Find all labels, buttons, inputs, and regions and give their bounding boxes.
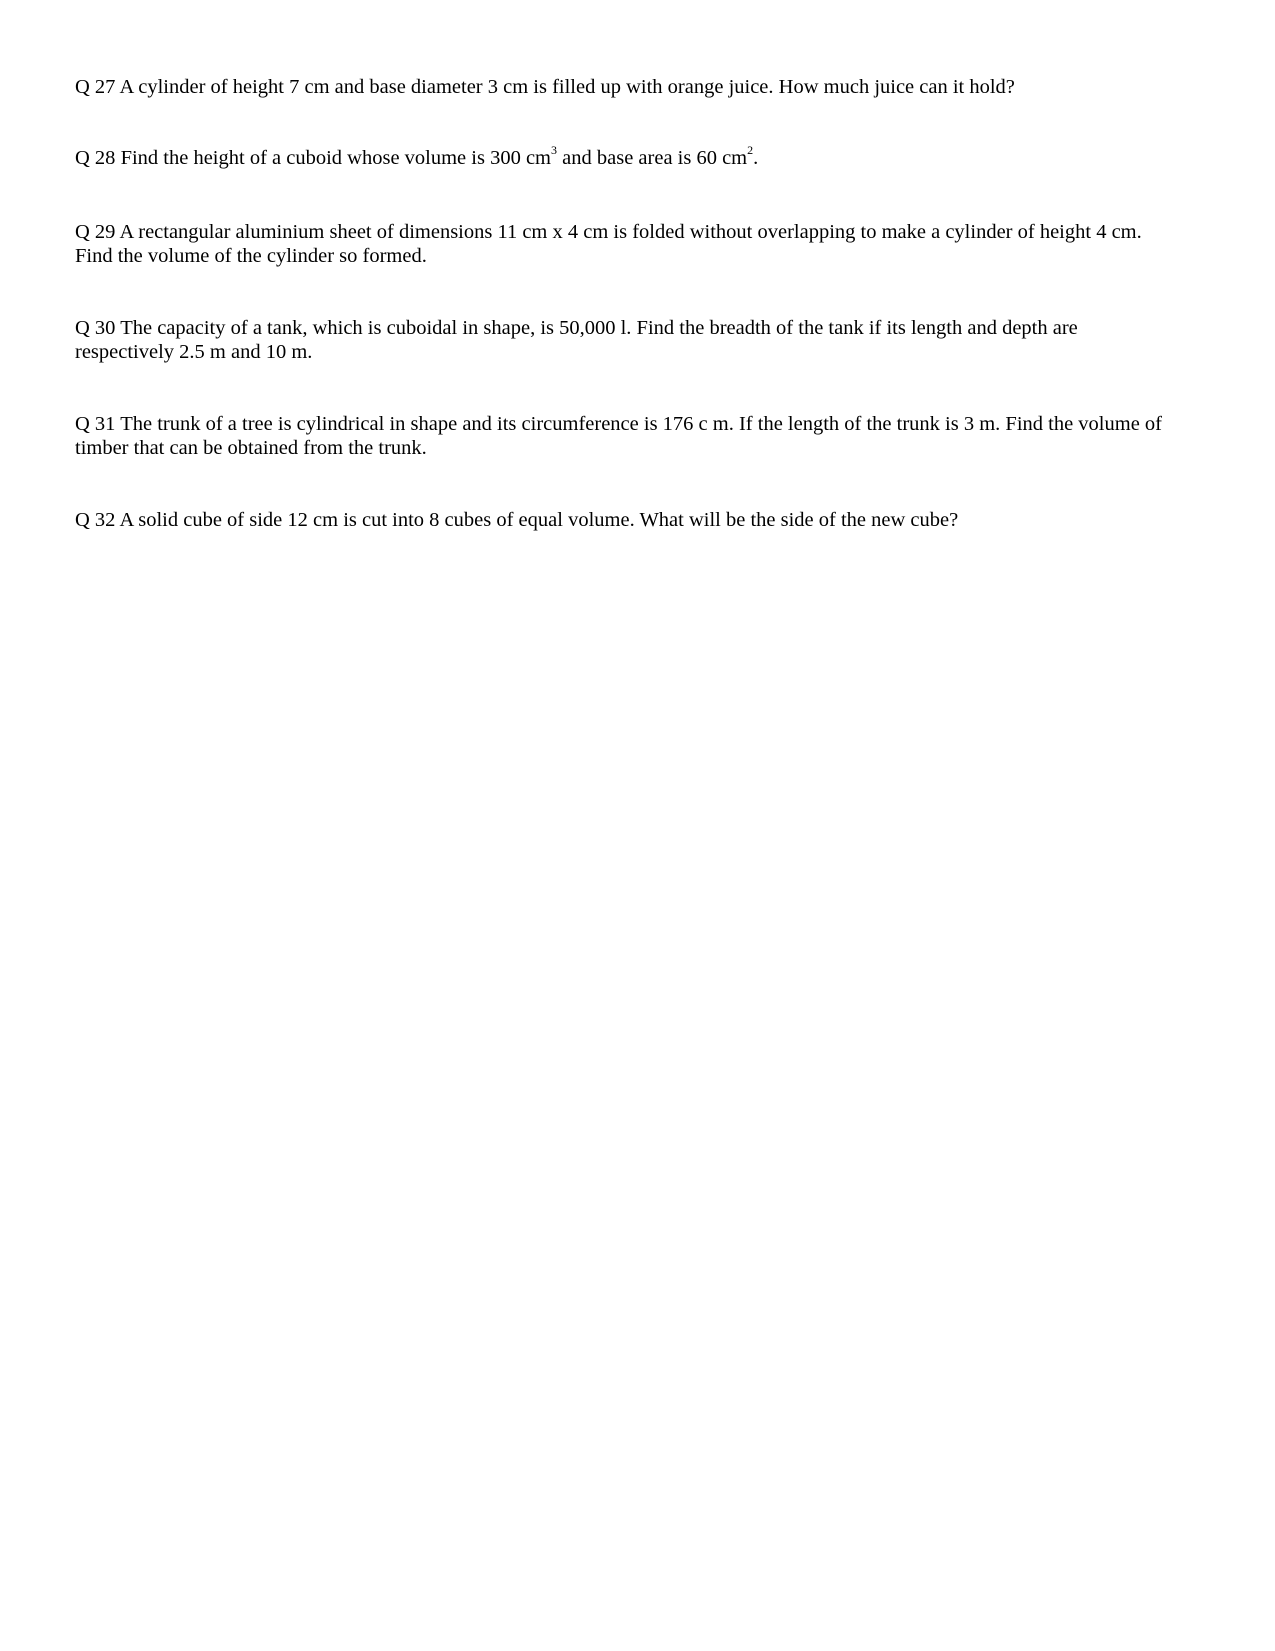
question-text-line-2: respectively 2.5 m and 10 m. <box>75 341 313 363</box>
question-text-part-a: Find the height of a cuboid whose volume is 300 cm <box>120 147 552 169</box>
question-31 <box>75 412 1205 460</box>
question-text-part-c: . <box>753 147 759 169</box>
question-text: A solid cube of side 12 cm is cut into 8 cubes of equal volume. What will be the side of the new cube? <box>119 509 959 531</box>
superscript-cubed: 3 <box>551 143 558 158</box>
question-text-line-1: The trunk of a tree is cylindrical in shape and its circumference is 176 c m. If the length of the trunk is 3 m. Find the volume of <box>120 413 1162 435</box>
superscript-squared: 2 <box>747 143 754 158</box>
question-number: Q 27 <box>75 76 116 98</box>
question-text-line-2: timber that can be obtained from the trunk. <box>75 437 427 459</box>
question-28 <box>75 143 1205 170</box>
question-32 <box>75 508 1205 532</box>
question-number: Q 30 <box>75 317 116 339</box>
question-text-line-2: Find the volume of the cylinder so formed. <box>75 245 427 267</box>
question-number: Q 28 <box>75 147 116 169</box>
question-30 <box>75 316 1205 364</box>
question-text-line-1: A rectangular aluminium sheet of dimensions 11 cm x 4 cm is folded without overlapping to make a cylinder of height 4 cm. <box>119 221 1142 243</box>
question-text-part-b: and base area is 60 cm <box>557 147 748 169</box>
question-number: Q 31 <box>75 413 116 435</box>
question-text: A cylinder of height 7 cm and base diameter 3 cm is filled up with orange juice. How much juice can it hold? <box>119 76 1015 98</box>
question-number: Q 32 <box>75 509 116 531</box>
question-29 <box>75 220 1205 268</box>
question-text-line-1: The capacity of a tank, which is cuboidal in shape, is 50,000 l. Find the breadth of the tank if its length and depth are <box>120 317 1078 339</box>
question-number: Q 29 <box>75 221 116 243</box>
question-27 <box>75 75 1205 99</box>
